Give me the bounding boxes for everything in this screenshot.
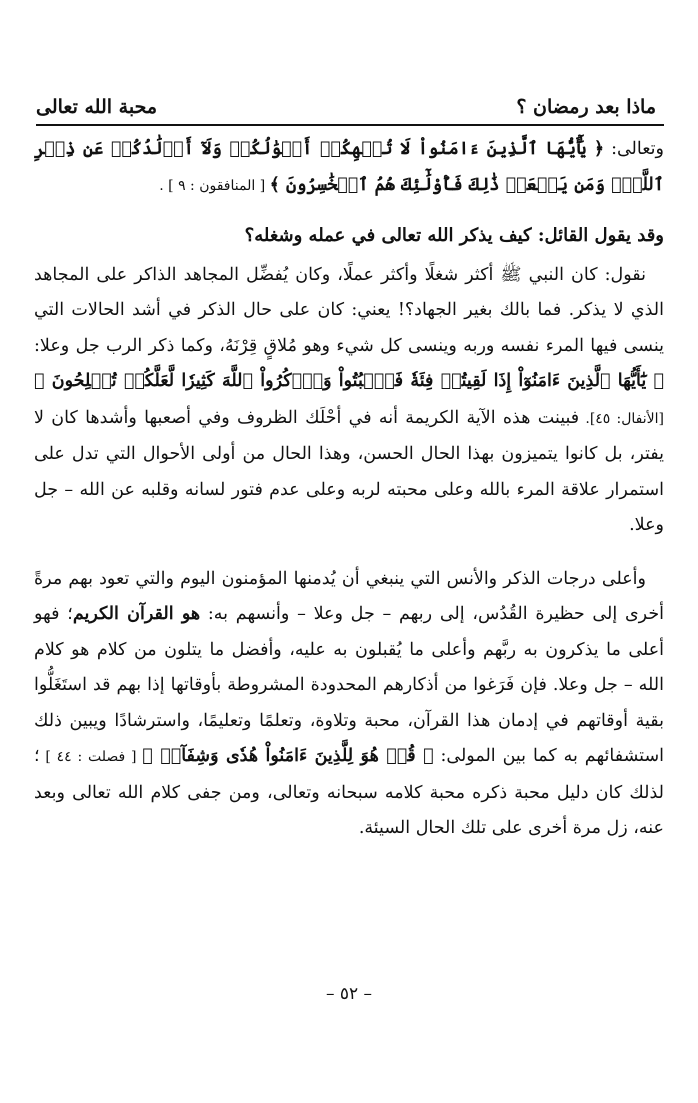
verse-reference-fussilat: [ فصلت : ٤٤ ] [39, 749, 143, 765]
paragraph-1-text-a: نقول: كان النبي ﷺ أكثر شغلًا وأكثر عملًا، وكان يُفضِّل المجاهد الذاكر على المجاهد الذي لا يذكر. فما بالك بغير الجهاد؟! يعني: كان على حال الذكر في أشد الحالات التي ينسى فيها المرء نفسه وربه وينسى كل شيء وهو مُلاقٍ قِرْنَهُ، وكما ذكر الرب جل وعلا: [34, 264, 664, 356]
paragraph-2-text-c: ؛ لذلك كان دليل محبة ذكره محبة كلامه سبحانه وتعالى، ومن جفى كلام الله تعالى وبعد عنه، زل مرة أخرى على تلك الحال السيئة. [34, 746, 664, 838]
running-title-left: محبة الله تعالى [36, 96, 158, 118]
header-rule [36, 124, 664, 126]
paragraph-1-text-b: فبينت هذه الآية الكريمة أنه في أحْلَك الظروف وفي أصعبها وأشدها كان لا يفتر، بل كانوا يتميزون بهذا الحال الحسن، وهذا الحال من أولى الأحوال التي تدل على استمرار علاقة المرء بالله وعلى محبته لربه وعلى عدم فتور لسانه وقلبه عن الله – جل وعلا. [34, 407, 664, 535]
page-body [34, 132, 664, 847]
paragraph-1 [34, 258, 664, 544]
quran-verse: ﴿ يَٰٓأَيُّهَا ٱلَّذِينَ ءَامَنُواْ لَا تُلۡهِكُمۡ أَمۡوَٰلُكُمۡ وَلَآ أَوۡلَٰدُكُمۡ عَن ذِكۡرِ ٱللَّهِۚ وَمَن يَفۡعَلۡ ذَٰلِكَ فَأُوْلَٰٓئِكَ هُمُ ٱلۡخَٰسِرُونَ ﴾ [34, 139, 664, 195]
section-heading: وقد يقول القائل: كيف يذكر الله تعالى في عمله وشغله؟ [244, 225, 664, 246]
paragraph-2-text-b: ؛ فهو أعلى ما يذكرون به ربَّهم وأعلى ما يُقبلون به عليه، وأفضل ما يتلون من كلام هو كلام الله – جل وعلا. فإن فَرَغوا من أذكارهم المحدودة المشروطة بأوقاتها إذا بهم قد استَغَلُّوا بقية أوقاتهم في إدمان هذا القرآن، محبة وتلاوة، وتعلمًا وتعليمًا، واسترشادًا ويبين ذلك استشفائهم به كما بين المولى: [34, 604, 664, 766]
quote-paragraph [34, 132, 664, 204]
verse-reference-anfal: [الأنفال: ٤٥]. [579, 410, 664, 427]
emphasis-quran: هو القرآن الكريم [72, 604, 201, 624]
quran-verse-anfal: ﴿ يَٰٓأَيُّهَا ٱلَّذِينَ ءَامَنُوٓاْ إِذَا لَقِيتُمۡ فِئَةٗ فَٱثۡبُتُواْ وَٱذۡكُرُواْ ٱللَّهَ كَثِيرٗا لَّعَلَّكُمۡ تُفۡلِحُونَ ﴾ [34, 371, 664, 391]
quran-verse-fussilat: ﴿ قُلۡ هُوَ لِلَّذِينَ ءَامَنُواْ هُدٗى وَشِفَآءٞ ﴾ [142, 746, 434, 766]
paragraph-2-text-a: وأعلى درجات الذكر والأنس التي ينبغي أن يُدمنها المؤمنون اليوم والتي تعود بهم مرةً أخرى إلى حظيرة القُدُس، إلى ربهم – جل وعلا – وأنسهم به: [34, 568, 665, 624]
verse-reference: [ المنافقون : ٩ ] . [159, 177, 270, 194]
quote-lead: وتعالى: [604, 139, 664, 159]
page-header [36, 84, 656, 118]
paragraph-2 [34, 562, 664, 847]
running-title-right: ماذا بعد رمضان ؟ [516, 96, 656, 118]
page-number: – ٥٢ – [325, 984, 373, 1004]
